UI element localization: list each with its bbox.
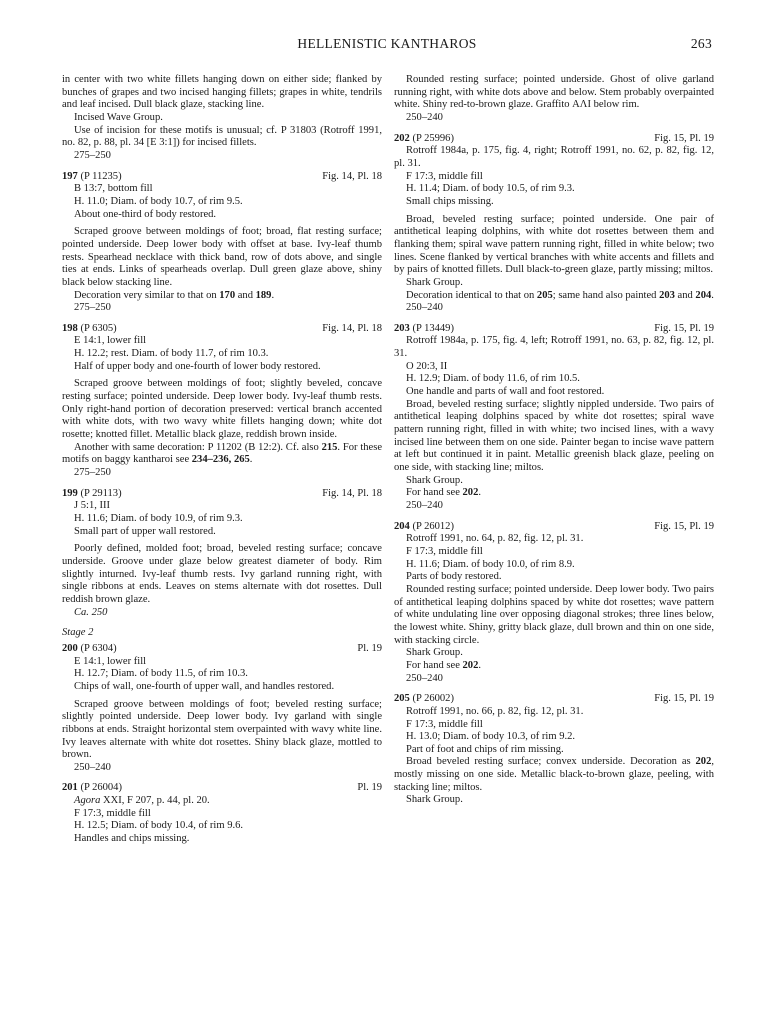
figure-reference: Fig. 14, Pl. 18 xyxy=(322,322,382,334)
figure-reference: Fig. 14, Pl. 18 xyxy=(322,170,382,182)
entry-date: 275–250 xyxy=(74,467,111,479)
cross-reference: 202 xyxy=(695,756,712,768)
entry-date: 250–240 xyxy=(406,302,443,314)
condition: Parts of body restored. xyxy=(406,571,502,583)
condition: About one-third of body restored. xyxy=(74,208,217,220)
entry-heading xyxy=(62,323,382,336)
entry-description: Broad beveled resting surface; convex underside. Decoration as 202, mostly missing on one side. Metallic black-to-brown glaze, peeling, with stacking line; miltos. xyxy=(394,756,714,793)
inventory-number: (P 26004) xyxy=(80,782,122,794)
entry-note: Decoration very similar to that on 170 and 189. xyxy=(74,289,275,301)
catalog-entry-203 xyxy=(394,323,714,513)
deposit: J 5:1, III xyxy=(74,500,111,512)
running-header xyxy=(62,36,712,56)
entry-heading xyxy=(394,693,714,706)
cross-reference: 202 xyxy=(462,659,479,671)
catalog-entry-198 xyxy=(62,323,382,480)
cross-reference: 204 xyxy=(695,289,712,301)
entry-date: 275–250 xyxy=(74,302,111,314)
entry-date: 250–240 xyxy=(406,672,443,684)
cross-reference: 170 xyxy=(219,289,236,301)
publication: Agora XXI, F 207, p. 44, pl. 20. xyxy=(74,795,210,807)
figure-reference: Pl. 19 xyxy=(357,642,382,654)
catalog-entry-200 xyxy=(62,643,382,775)
entry-heading xyxy=(394,521,714,534)
condition: Half of upper body and one-fourth of lower body restored. xyxy=(74,360,321,372)
entry-note: Another with same decoration: P 11202 (B 12:2). Cf. also 215. For these motifs on baggy kantharoi see 234–236, 265. xyxy=(62,441,383,466)
publication: Rotroff 1991, no. 66, p. 82, fig. 12, pl. 31. xyxy=(406,705,584,717)
deposit: B 13:7, bottom fill xyxy=(74,183,153,195)
entry-number: 198 xyxy=(62,322,78,334)
inventory-number: (P 6305) xyxy=(80,322,117,334)
cross-reference: 203 xyxy=(659,289,675,301)
hand-note: For hand see 202. xyxy=(406,487,481,499)
dimensions: H. 12.7; Diam. of body 11.5, of rim 10.3. xyxy=(74,668,248,680)
dimensions: H. 12.5; Diam. of body 10.4, of rim 9.6. xyxy=(74,820,244,832)
catalog-entry-199 xyxy=(62,488,382,620)
inventory-number: (P 26012) xyxy=(412,520,454,532)
catalog-entry-204 xyxy=(394,521,714,686)
inventory-number: (P 11235) xyxy=(80,170,122,182)
entry-heading xyxy=(62,488,382,501)
entry-description: Scraped groove between moldings of foot; slightly beveled, concave resting surface; pointed underside. Deep lower body. Ivy-leaf thumb rests. Only right-hand portion of decoration preserved: vertical branch accented with white dots, with two wavy white fillets hanging down; white dot rosette; knotted fillet. Metallic black glaze, reddish brown inside. xyxy=(62,378,382,441)
entry-note: Decoration identical to that on 205; same hand also painted 203 and 204. xyxy=(406,289,714,301)
inventory-number: (P 26002) xyxy=(412,693,454,705)
dimensions: H. 11.6; Diam. of body 10.0, of rim 8.9. xyxy=(406,558,575,570)
entry-group: Shark Group. xyxy=(406,474,463,486)
condition: Handles and chips missing. xyxy=(74,833,190,845)
condition: One handle and parts of wall and foot restored. xyxy=(406,386,605,398)
entry-date: 275–250 xyxy=(74,149,111,161)
right-column xyxy=(394,74,714,807)
deposit: F 17:3, middle fill xyxy=(406,170,483,182)
dimensions: H. 12.9; Diam. of body 11.6, of rim 10.5. xyxy=(406,373,580,385)
entry-number: 203 xyxy=(394,322,410,334)
entry-continued xyxy=(62,74,382,163)
inventory-number: (P 29113) xyxy=(80,487,122,499)
catalog-entry-202 xyxy=(394,133,714,315)
entry-description: Rounded resting surface; pointed underside. Deep lower body. Two pairs of antithetical leaping dolphins spaced by white dot rosettes; wave pattern of white undulating line over opposing diagonal strokes; three lines below, the lowest white. Shiny, gritty black glaze, dull brown and thin on one side, with stacking circle. xyxy=(394,583,714,646)
hand-note: For hand see 202. xyxy=(406,659,481,671)
deposit: O 20:3, II xyxy=(406,360,448,372)
running-title: HELLENISTIC KANTHAROS xyxy=(297,36,477,51)
cross-reference: 205 xyxy=(536,289,553,301)
dimensions: H. 13.0; Diam. of body 10.3, of rim 9.2. xyxy=(406,731,576,743)
publication: Rotroff 1984a, p. 175, fig. 4, right; Rotroff 1991, no. 62, p. 82, fig. 12, pl. 31. xyxy=(394,145,714,169)
entry-number: 201 xyxy=(62,782,78,794)
cross-reference: 215 xyxy=(321,441,338,453)
cross-reference: 234–236, 265 xyxy=(191,454,250,466)
catalog-entry-197 xyxy=(62,171,382,315)
entry-heading xyxy=(394,323,714,336)
figure-reference: Fig. 15, Pl. 19 xyxy=(654,322,714,334)
page-number: 263 xyxy=(690,36,712,51)
condition: Part of foot and chips of rim missing. xyxy=(406,743,564,755)
inventory-number: (P 13449) xyxy=(412,322,454,334)
entry-heading xyxy=(394,133,714,146)
entry-group: Incised Wave Group. xyxy=(74,111,163,123)
deposit: F 17:3, middle fill xyxy=(406,718,483,730)
entry-number: 200 xyxy=(62,642,78,654)
entry-description: Scraped groove between moldings of foot; broad, flat resting surface; pointed underside. Deep lower body with offset at base. Ivy-leaf thumb rests. Spearhead necklace with thick band, row of dots above, and single ties at ends. Links of spearheads overlap. Dull green glaze above, shiny black below stacking line. xyxy=(62,226,382,288)
entry-note: Use of incision for these motifs is unusual; cf. P 31803 (Rotroff 1991, no. 82, p. 88, pl. 34 [E 3:1]) for incised fillets. xyxy=(62,124,382,149)
figure-reference: Fig. 14, Pl. 18 xyxy=(322,487,382,499)
condition: Small chips missing. xyxy=(406,195,494,207)
deposit: E 14:1, lower fill xyxy=(74,335,147,347)
entry-number: 197 xyxy=(62,170,78,182)
figure-reference: Fig. 15, Pl. 19 xyxy=(654,132,714,144)
entry-date: 250–240 xyxy=(74,761,111,773)
entry-description: Scraped groove between moldings of foot; beveled resting surface; slightly pointed underside. Deep lower body. Ivy garland with single ribbons at ends. Straight horizontal stem overpainted with wavy white line. Ivy leaves alternate with white dot rosettes. Shiny black glaze, mottled to brown. xyxy=(62,698,382,761)
cross-reference: 202 xyxy=(462,487,479,499)
entry-continued xyxy=(394,74,714,125)
inventory-number: (P 25996) xyxy=(412,132,454,144)
entry-number: 202 xyxy=(394,132,410,144)
entry-description: in center with two white fillets hanging down on either side; flanked by bunches of grapes and two incised hanging fillets; grapes in white, tendrils and leaf incised. Dull black glaze, stacking line. xyxy=(62,74,382,111)
dimensions: H. 11.6; Diam. of body 10.9, of rim 9.3. xyxy=(74,513,243,524)
entry-description: Broad, beveled resting surface; slightly nippled underside. Two pairs of antithetical leaping dolphins spaced by white dot rosettes; spiral wave pattern running right, filled in with white; two incised lines, with a wavy incised line between them on one side. Painter began to incise wave pattern at left but continued it in paint. Metallic greenish black glaze, peeling on one side, with stacking line; miltos. xyxy=(394,398,714,474)
entry-group: Shark Group. xyxy=(406,647,463,659)
condition: Chips of wall, one-fourth of upper wall, and handles restored. xyxy=(74,680,335,692)
figure-reference: Fig. 15, Pl. 19 xyxy=(654,693,714,705)
entry-group: Shark Group. xyxy=(406,794,463,806)
catalog-entry-205 xyxy=(394,693,714,807)
entry-date: 250–240 xyxy=(406,111,443,123)
condition: Small part of upper wall restored. xyxy=(74,525,216,537)
publication: Rotroff 1984a, p. 175, fig. 4, left; Rotroff 1991, no. 63, p. 82, fig. 12, pl. 31. xyxy=(394,335,714,360)
entry-heading xyxy=(62,171,382,184)
figure-reference: Fig. 15, Pl. 19 xyxy=(654,520,714,532)
dimensions: H. 11.0; Diam. of body 10.7, of rim 9.5. xyxy=(74,195,243,207)
figure-reference: Pl. 19 xyxy=(357,782,382,794)
deposit: E 14:1, lower fill xyxy=(74,655,147,667)
dimensions: H. 11.4; Diam. of body 10.5, of rim 9.3. xyxy=(406,183,575,195)
entry-description: Rounded resting surface; pointed underside. Ghost of olive garland running right, with white dots above and below. Stem probably overpainted white. Shiny red-to-brown glaze. Graffito ΑΛΙ below rim. xyxy=(394,74,714,111)
cross-reference: 189 xyxy=(255,289,272,301)
entry-group: Shark Group. xyxy=(406,276,463,288)
entry-description: Poorly defined, molded foot; broad, beveled resting surface; concave underside. Groove under glaze below greatest diameter of body. Rim slightly inturned. Ivy-leaf thumb rests. Ivy garland running right, with single ribbons at ends. Leaves on stems alternate with dot rosettes. Dull reddish brown glaze. xyxy=(62,543,382,605)
publication: Rotroff 1991, no. 64, p. 82, fig. 12, pl. 31. xyxy=(406,533,584,545)
entry-number: 199 xyxy=(62,487,78,499)
dimensions: H. 12.2; rest. Diam. of body 11.7, of rim 10.3. xyxy=(74,348,269,360)
entry-date: 250–240 xyxy=(406,500,443,511)
entry-date: Ca. 250 xyxy=(74,606,108,618)
entry-heading xyxy=(62,782,382,795)
entry-heading xyxy=(62,643,382,656)
catalog-entry-201 xyxy=(62,782,382,845)
deposit: F 17:3, middle fill xyxy=(406,545,483,557)
entry-number: 204 xyxy=(394,520,410,532)
inventory-number: (P 6304) xyxy=(80,642,117,654)
entry-description: Broad, beveled resting surface; pointed underside. One pair of antithetical leaping dolphins, with white dot rosettes between them and flanking them; spiral wave pattern running right, filled in white below; two lines. Scene flanked by vertical branches with white accents and fillets and by pairs of knotted fillets. Dull black-to-green glaze, partly missing; miltos. xyxy=(394,213,714,276)
deposit: F 17:3, middle fill xyxy=(74,807,151,819)
entry-number: 205 xyxy=(394,693,410,705)
stage-heading: Stage 2 xyxy=(62,627,94,639)
left-column xyxy=(62,74,382,846)
